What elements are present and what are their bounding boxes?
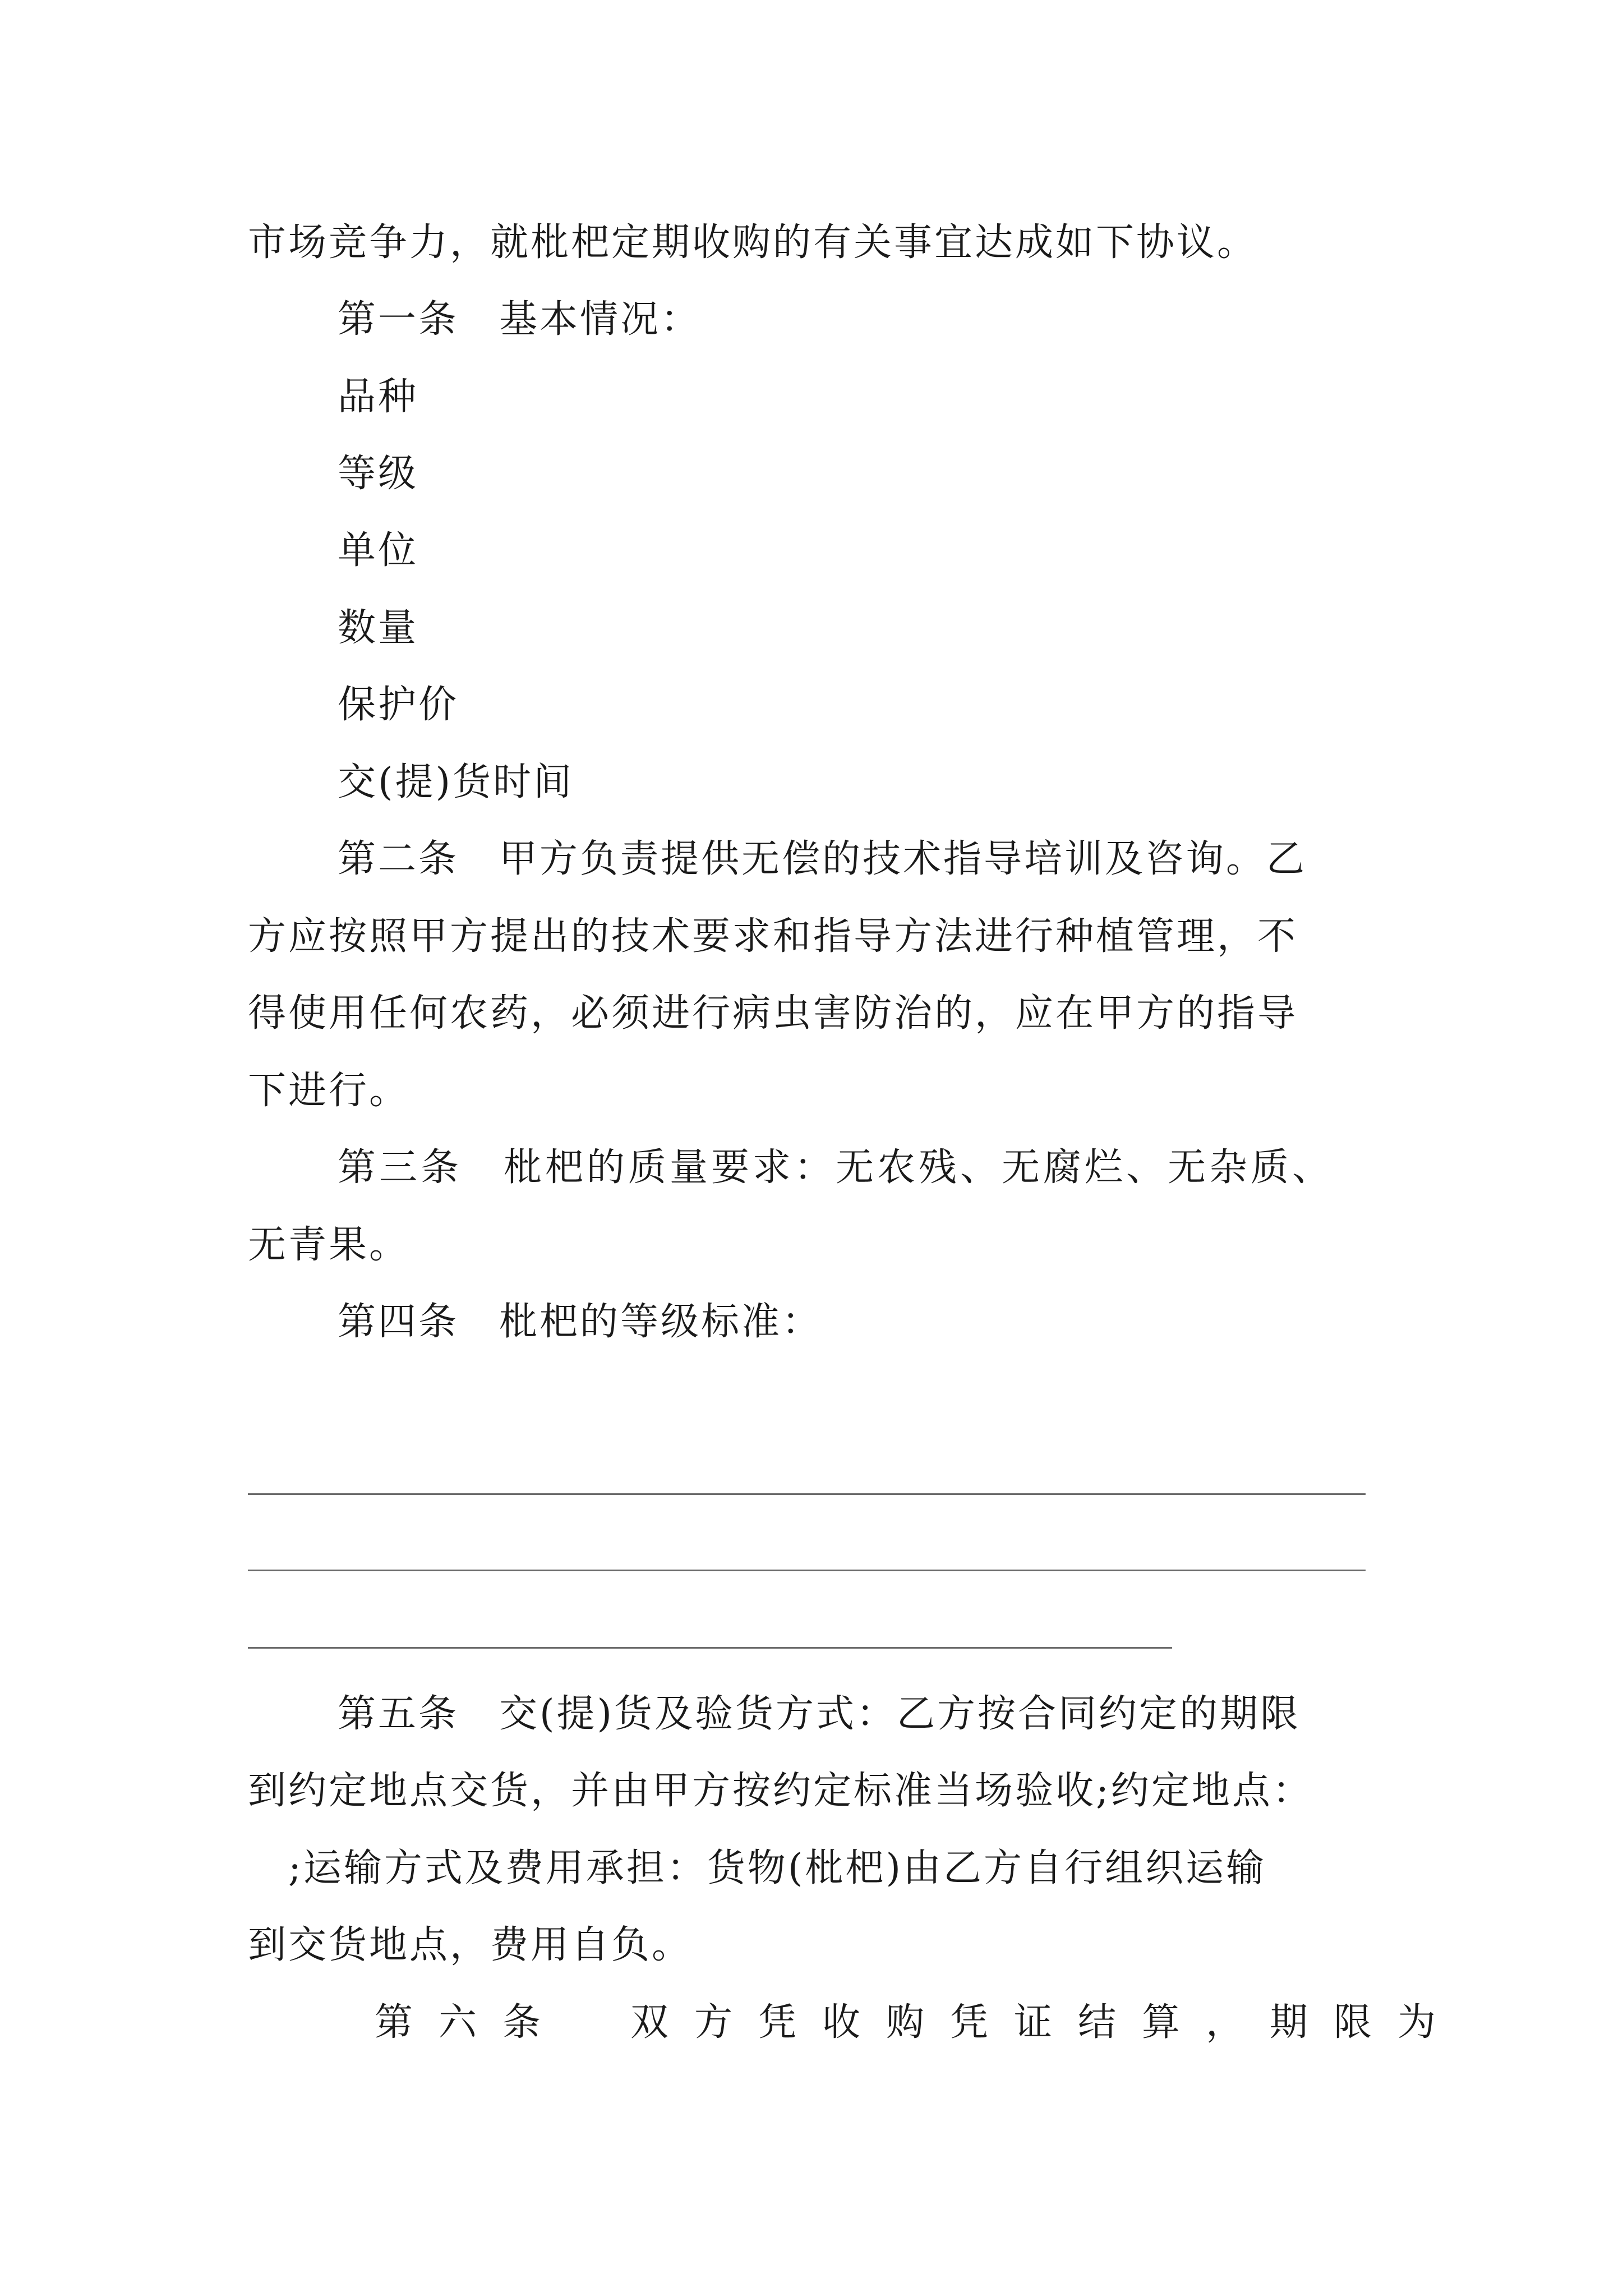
field-label: 品种 [338, 375, 419, 419]
field-label: 数量 [338, 606, 419, 650]
text-line: 市场竞争力，就枇杷定期收购的有关事宜达成如下协议。 [248, 220, 1258, 265]
field-label: 保护价 [338, 683, 459, 727]
article-paragraph: 第二条 甲方负责提供无偿的技术指导培训及咨询。乙 [338, 837, 1307, 881]
text-line: ;运输方式及费用承担：货物(枇杷)由乙方自行组织运输 [248, 1846, 1266, 1890]
field-label: 等级 [338, 452, 419, 496]
field-label: 交(提)货时间 [338, 760, 574, 804]
field-label: 单位 [338, 528, 419, 573]
article-paragraph: 第五条 交(提)货及验货方式：乙方按合同约定的期限 [338, 1692, 1301, 1736]
article-paragraph: 第三条 枇杷的质量要求：无农残、无腐烂、无杂质、 [338, 1145, 1334, 1190]
text-line: 方应按照甲方提出的技术要求和指导方法进行种植管理，不 [248, 914, 1298, 959]
text-line: 下进行。 [248, 1069, 410, 1113]
blank-line [248, 1493, 1366, 1495]
article-heading: 第一条 基本情况： [338, 297, 702, 342]
article-paragraph: 第六条 双方凭收购凭证结算，期限为 [375, 2000, 1462, 2045]
text-line: 到交货地点，费用自负。 [248, 1923, 693, 1967]
text-line: 得使用任何农药，必须进行病虫害防治的，应在甲方的指导 [248, 991, 1298, 1036]
text-line: 无青果。 [248, 1223, 410, 1267]
blank-line [248, 1647, 1172, 1649]
text-line: 到约定地点交货，并由甲方按约定标准当场验收;约定地点： [248, 1769, 1313, 1813]
article-heading: 第四条 枇杷的等级标准： [338, 1300, 823, 1344]
blank-line [248, 1570, 1366, 1571]
